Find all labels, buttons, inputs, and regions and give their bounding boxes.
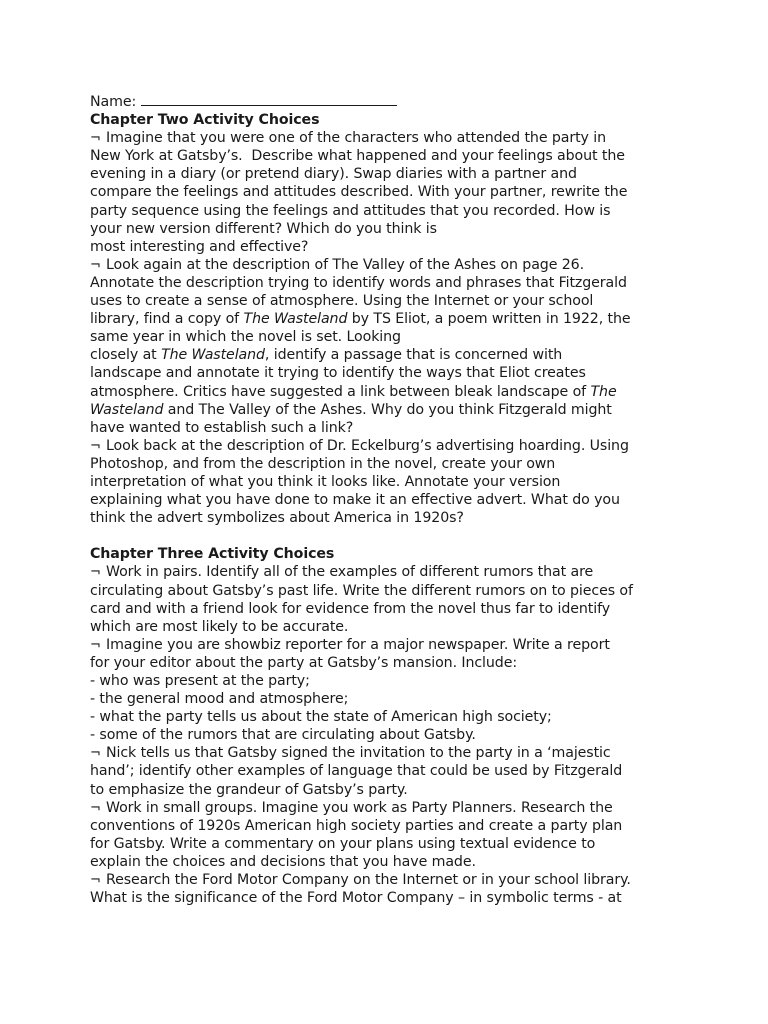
text-line — [90, 292, 690, 310]
text-span: for your editor about the party at Gatsby’s mansion. Include: — [90, 654, 518, 671]
text-span: most interesting and effective? — [90, 238, 309, 255]
text-span: Look again at the description of The Valley of the Ashes on page 26. — [106, 256, 585, 273]
bullet-icon: ¬ — [90, 746, 101, 762]
text-span: New York at Gatsby’s. Describe what happened and your feelings about the — [90, 148, 625, 165]
italic-title: Wasteland — [90, 401, 164, 418]
text-line — [90, 328, 690, 346]
text-line — [90, 889, 690, 907]
text-line — [90, 853, 690, 871]
text-span: think the advert symbolizes about America in 1920s? — [90, 510, 464, 527]
text-line — [90, 672, 690, 690]
text-line — [90, 364, 690, 382]
text-span: - the general mood and atmosphere; — [90, 691, 349, 708]
text-span: evening in a diary (or pretend diary). Swap diaries with a partner and — [90, 166, 577, 183]
text-line — [90, 183, 690, 201]
text-line — [90, 383, 690, 401]
text-line — [90, 871, 690, 889]
text-span: circulating about Gatsby’s past life. Write the different rumors on to pieces of — [90, 582, 633, 599]
text-line — [90, 781, 690, 799]
text-line — [90, 202, 690, 220]
section-heading — [90, 545, 690, 563]
text-span: Chapter Two Activity Choices — [90, 112, 320, 129]
text-line — [90, 256, 690, 274]
text-span: for Gatsby. Write a commentary on your plans using textual evidence to — [90, 835, 596, 852]
text-span: explaining what you have done to make it an effective advert. What do you — [90, 492, 620, 509]
text-line — [90, 310, 690, 328]
bullet-icon: ¬ — [90, 257, 101, 273]
text-line — [90, 563, 690, 581]
text-span: Nick tells us that Gatsby signed the invitation to the party in a ‘majestic — [106, 745, 611, 762]
text-span: your new version different? Which do you think is — [90, 220, 437, 237]
text-span: - who was present at the party; — [90, 673, 310, 689]
text-line — [90, 636, 690, 654]
text-span: which are most likely to be accurate. — [90, 618, 349, 635]
text-line — [90, 147, 690, 165]
bullet-icon: ¬ — [90, 565, 101, 581]
text-span: landscape and annotate it trying to identify the ways that Eliot creates — [90, 365, 586, 382]
bullet-icon: ¬ — [90, 131, 101, 147]
text-span: - some of the rumors that are circulating about Gatsby. — [90, 727, 476, 744]
text-line — [90, 491, 690, 509]
text-span: Photoshop, and from the description in the novel, create your own — [90, 455, 556, 472]
text-span: closely at — [90, 347, 162, 364]
text-span: , identify a passage that is concerned with — [264, 347, 563, 364]
text-span: by TS Eliot, a poem written in 1922, the — [347, 311, 631, 328]
text-span: have wanted to establish such a link? — [90, 419, 354, 436]
text-line — [90, 419, 690, 437]
text-line — [90, 744, 690, 762]
name-field-line — [90, 93, 690, 111]
text-line — [90, 455, 690, 473]
italic-title: The — [590, 383, 617, 400]
text-span: and The Valley of the Ashes. Why do you think Fitzgerald might — [163, 401, 612, 418]
name-blank-field[interactable] — [141, 93, 397, 106]
text-span: Look back at the description of Dr. Eckelburg’s advertising hoarding. Using — [106, 437, 629, 454]
text-span: What is the significance of the Ford Motor Company – in symbolic terms - at — [90, 890, 622, 907]
text-span: party sequence using the feelings and attitudes that you recorded. How is — [90, 202, 611, 219]
text-line — [90, 817, 690, 835]
text-span: Work in small groups. Imagine you work as Party Planners. Research the — [106, 799, 613, 816]
section-heading — [90, 111, 690, 129]
bullet-icon: ¬ — [90, 800, 101, 816]
text-span: same year in which the novel is set. Looking — [90, 329, 401, 346]
text-span: library, find a copy of — [90, 311, 244, 328]
text-span: hand’; identify other examples of language that could be used by Fitzgerald — [90, 763, 623, 780]
text-line — [90, 401, 690, 419]
text-span: card and with a friend look for evidence from the novel thus far to identify — [90, 600, 611, 617]
text-line — [90, 509, 690, 527]
text-line — [90, 799, 690, 817]
text-span: Work in pairs. Identify all of the examples of different rumors that are — [106, 564, 594, 581]
text-line — [90, 129, 690, 147]
text-line — [90, 835, 690, 853]
text-span: Research the Ford Motor Company on the Internet or in your school library. — [106, 872, 631, 889]
text-span: atmosphere. Critics have suggested a link between bleak landscape of — [90, 383, 591, 400]
italic-title: The Wasteland — [243, 311, 348, 328]
italic-title: The Wasteland — [161, 347, 265, 364]
text-span: compare the feelings and attitudes described. With your partner, rewrite the — [90, 184, 628, 201]
text-line — [90, 165, 690, 183]
text-span: explain the choices and decisions that you have made. — [90, 853, 476, 870]
text-span: to emphasize the grandeur of Gatsby’s party. — [90, 781, 408, 798]
text-span: Chapter Three Activity Choices — [90, 546, 335, 563]
text-line — [90, 582, 690, 600]
text-line — [90, 473, 690, 491]
blank-line — [90, 527, 690, 545]
text-span: - what the party tells us about the state of American high society; — [90, 709, 552, 726]
document-body — [90, 93, 690, 907]
bullet-icon: ¬ — [90, 873, 101, 889]
bullet-icon: ¬ — [90, 438, 101, 454]
text-line — [90, 437, 690, 455]
text-line — [90, 220, 690, 238]
text-span: Imagine that you were one of the characters who attended the party in — [106, 130, 606, 147]
text-line — [90, 762, 690, 780]
text-line — [90, 346, 690, 364]
text-span: Annotate the description trying to identify words and phrases that Fitzgerald — [90, 274, 627, 291]
text-line — [90, 618, 690, 636]
text-line — [90, 274, 690, 292]
text-line — [90, 690, 690, 708]
bullet-icon: ¬ — [90, 637, 101, 653]
text-span: conventions of 1920s American high society parties and create a party plan — [90, 817, 623, 834]
text-line — [90, 708, 690, 726]
text-line — [90, 238, 690, 256]
text-span: Name: — [90, 94, 141, 110]
text-line — [90, 600, 690, 618]
text-line — [90, 654, 690, 672]
text-span: Imagine you are showbiz reporter for a major newspaper. Write a report — [106, 636, 610, 653]
text-span: interpretation of what you think it looks like. Annotate your version — [90, 473, 561, 490]
text-span: uses to create a sense of atmosphere. Using the Internet or your school — [90, 293, 594, 310]
text-line — [90, 726, 690, 744]
